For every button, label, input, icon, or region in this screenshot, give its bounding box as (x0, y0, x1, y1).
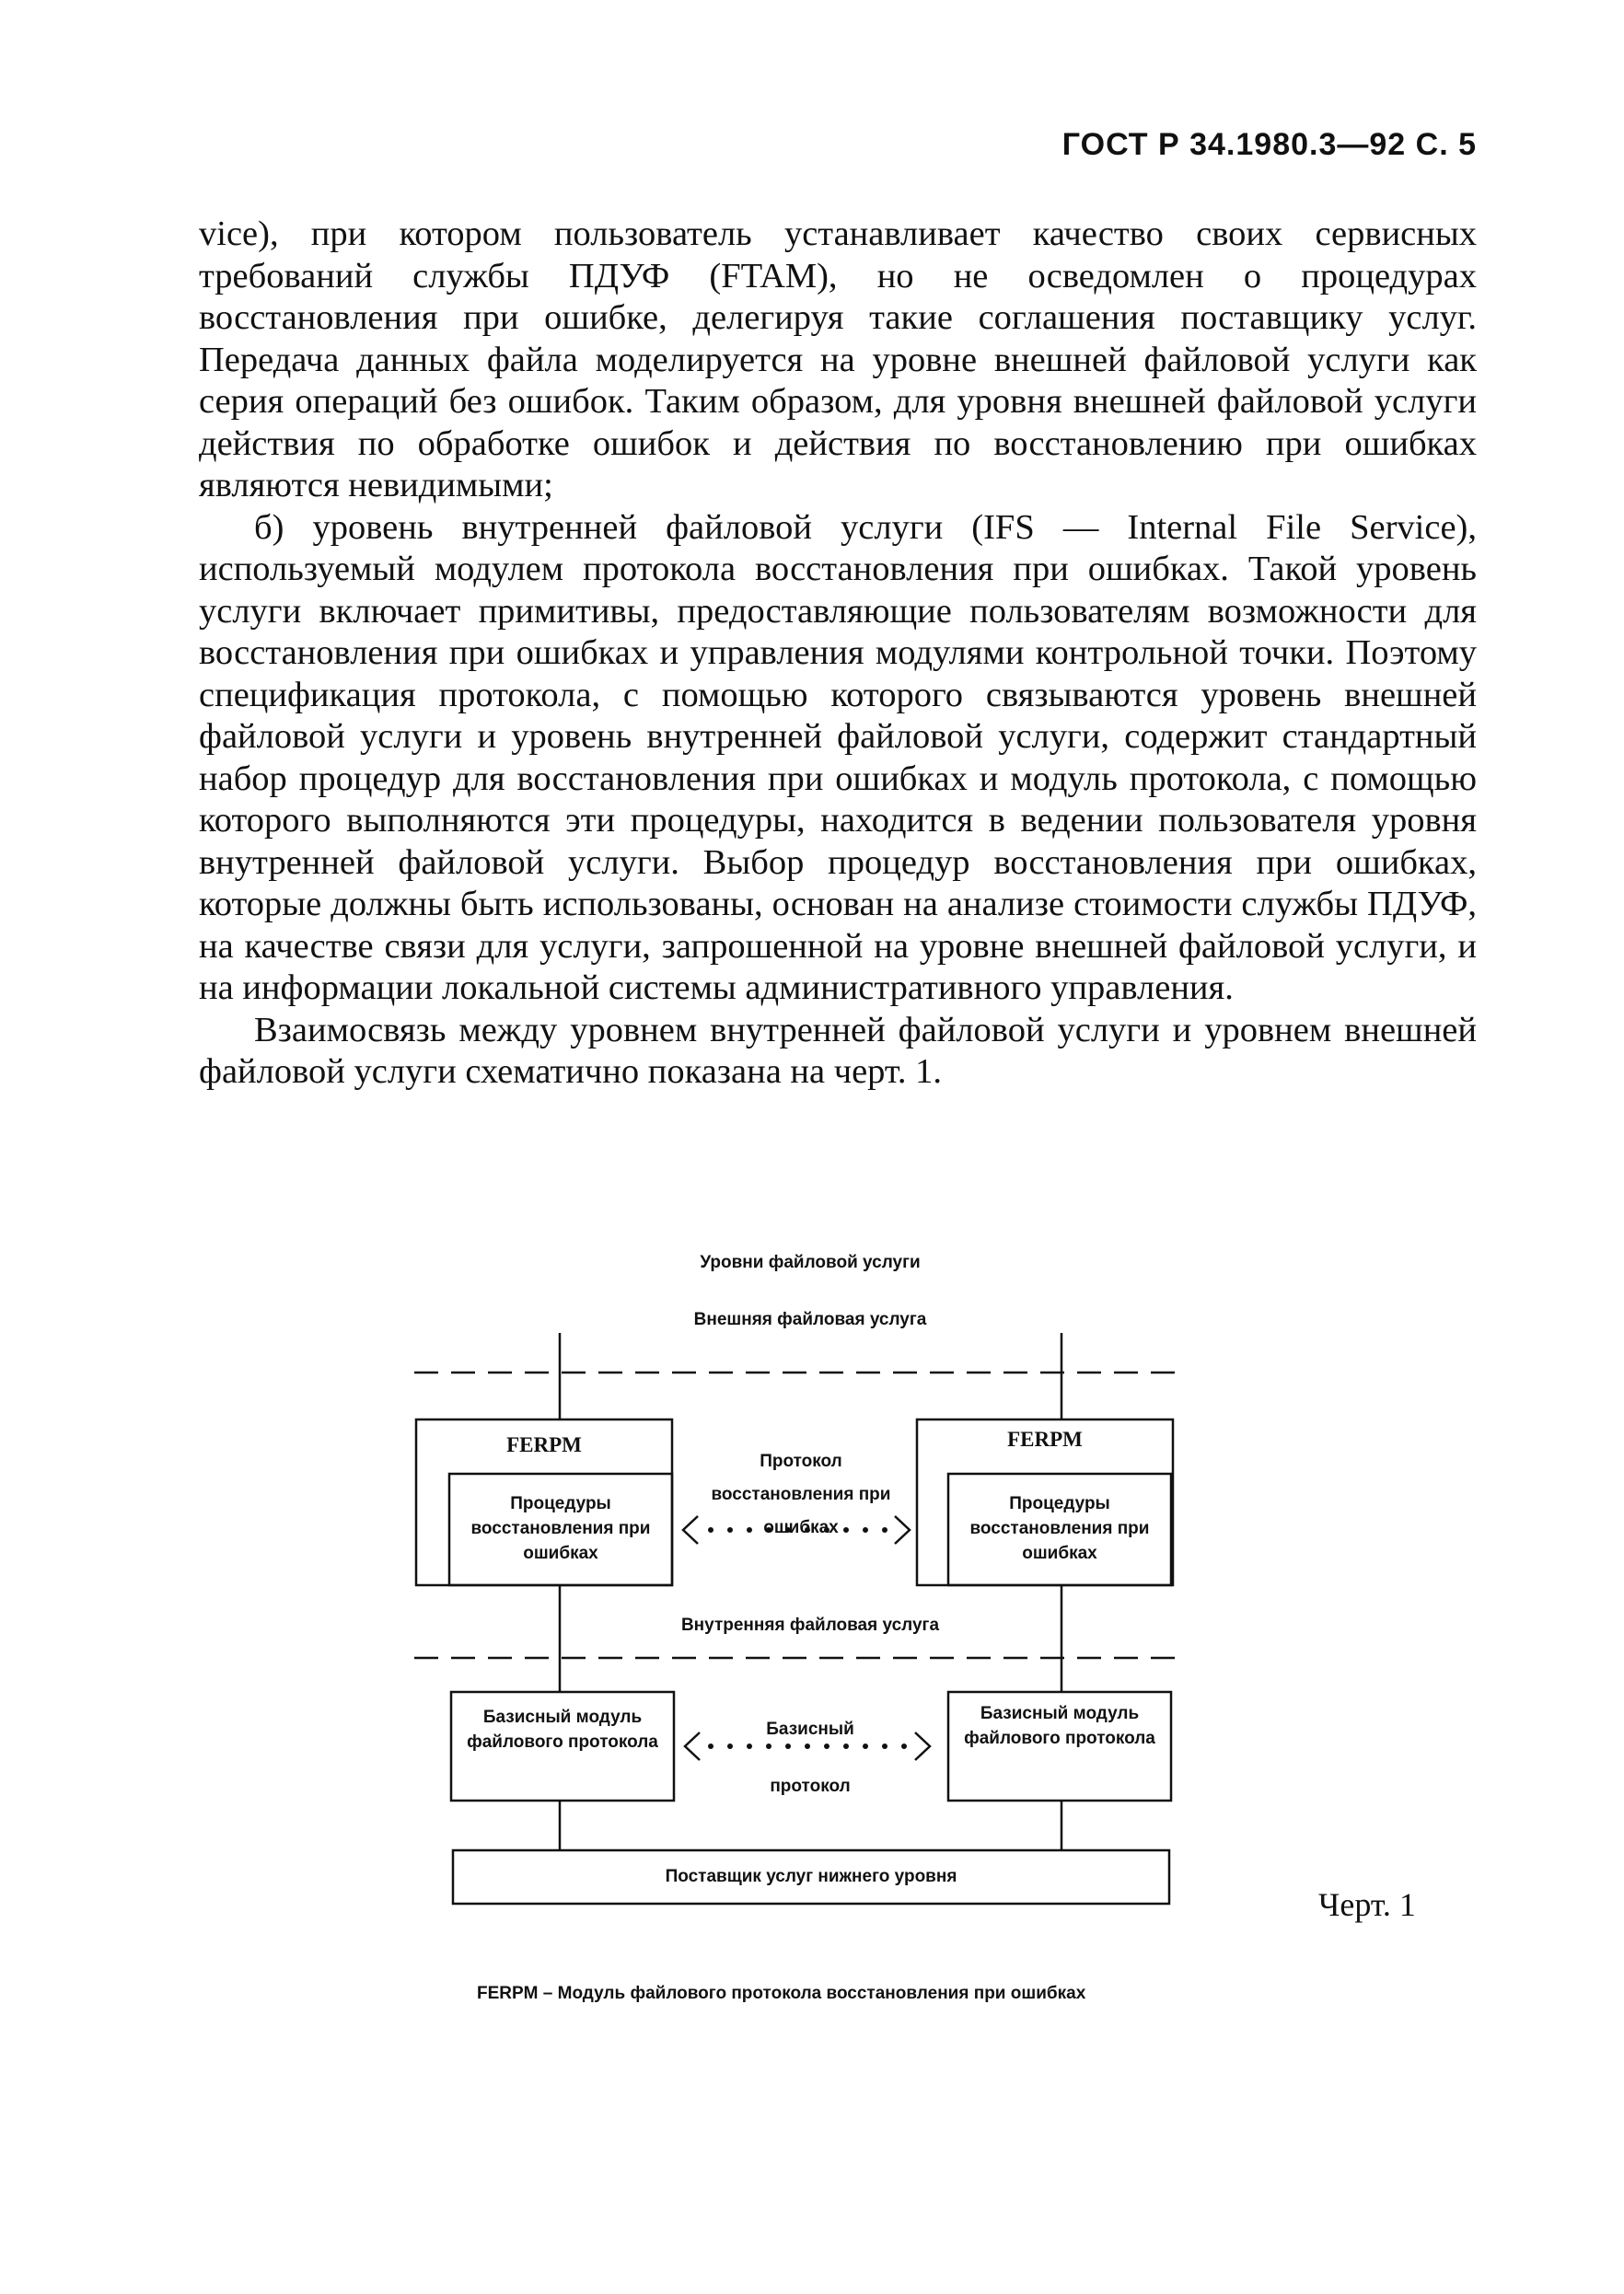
ferpm-left-label: FERPM (506, 1433, 582, 1456)
base-module-left-label: Базисный модуль файлового протокола (467, 1708, 658, 1752)
figure-legend: FERPM – Модуль файлового протокола восстановления при ошибках (477, 1984, 1086, 2003)
recovery-arrow-right-head (895, 1516, 910, 1544)
internal-service-label: Внутренняя файловая услуга (680, 1616, 940, 1635)
procedures-left-label: Процедуры восстановления при ошибках (470, 1494, 651, 1563)
external-service-label: Внешняя файловая услуга (693, 1310, 927, 1329)
procedures-right-label: Процедуры восстановления при ошибках (969, 1494, 1150, 1563)
recovery-protocol-label: Протокол восстановления при ошибках (711, 1452, 891, 1537)
paragraph-3: Взаимосвязь между уровнем внутренней файловой услуги и уровнем внешней файловой услуги схематично показана на черт. 1. (199, 1010, 1477, 1091)
base-arrow-left-head (685, 1732, 700, 1760)
lower-provider-label: Поставщик услуг нижнего уровня (665, 1867, 957, 1886)
recovery-arrow-left-head (683, 1516, 698, 1544)
base-protocol-label: Базисный протокол (766, 1720, 854, 1796)
figure-caption: Черт. 1 (1318, 1886, 1416, 1923)
base-arrow-right-head (915, 1732, 930, 1760)
page-header: ГОСТ Р 34.1980.3—92 С. 5 (1061, 127, 1477, 162)
diagram-title: Уровни файловой услуги (700, 1253, 921, 1272)
base-module-right-label: Базисный модуль файлового протокола (964, 1704, 1155, 1748)
paragraph-1: vice), при котором пользователь устанавливает качество своих сервисных требований службы ПДУФ (FTAM), но не осведомлен о процедурах восстановления при ошибке, делегируя такие соглашения поставщику услуг. Передача данных файла моделируется на уровне внешней файловой услуги как серия операций без ошибок. Таким образом, для уровня внешней файловой услуги действия по обработке ошибок и действия по восстановлению при ошибках являются невидимыми; (199, 214, 1477, 504)
ferpm-right-label: FERPM (1007, 1428, 1083, 1451)
paragraph-2: б) уровень внутренней файловой услуги (IFS — Internal File Service), используемый модулем протокола восстановления при ошибках. Такой уровень услуги включает примитивы, предоставляющие пользователям возможности для восстановления при ошибках и управления модулями контрольной точки. Поэтому спецификация протокола, с помощью которого связываются уровень внешней файловой услуги и уровень внутренней файловой услуги, содержит стандартный набор процедур для восстановления при ошибках и модуль протокола, с помощью которого выполняются эти процедуры, находится в ведении пользователя уровня внутренней файловой услуги. Выбор процедур восстановления при ошибках, которые должны быть использованы, основан на анализе стоимости службы ПДУФ, на качестве связи для услуги, запрошенной на уровне внешней файловой услуги, и на информации локальной системы административного управления. (199, 507, 1477, 1007)
